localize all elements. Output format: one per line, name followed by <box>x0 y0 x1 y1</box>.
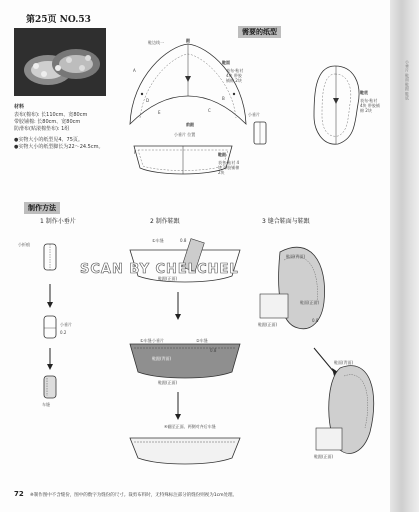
upper-heel-label: 跟 <box>186 38 190 43</box>
marker-a: A <box>133 68 136 73</box>
step-3-note-heel-front-2: 鞋跟(正面) <box>314 454 334 459</box>
marker-e: E <box>158 110 161 115</box>
heel-band-note: 表布·粘衬 4块 带胶铺棉 2块 <box>218 160 240 175</box>
step-2-note-seam-2: 0.8 <box>210 348 217 353</box>
marker-c: C <box>208 108 211 113</box>
step-2-note-heel-back: 鞋跟(背面) <box>152 356 172 361</box>
step-2-note-heel-front-1: 鞋跟(正面) <box>158 276 178 281</box>
upper-top-label: 鞋边线一 <box>148 40 164 45</box>
step-2-note-sew-1: ①车缝 <box>152 238 164 243</box>
step-3-illustrations <box>250 232 390 472</box>
page-header-label: 第25页 NO.53 <box>26 15 91 25</box>
step-1-title: 1 制作小垂片 <box>40 218 76 225</box>
step-1-note-fold: 小折痕 <box>18 242 30 247</box>
step-1-note-seam: 0.2 <box>60 330 67 335</box>
size-note-1: ●实物大小的纸型见4、75页。 <box>14 137 83 143</box>
marker-f: F <box>134 150 137 155</box>
upper-pattern-diagram <box>118 36 258 146</box>
step-2-note-sew-2: ②车缝 <box>196 338 208 343</box>
size-note-2: ●实物大小的纸型脚长为22～24.5cm。 <box>14 144 104 150</box>
materials-line-3: 防滑布(贴滚棉垫布): 1组 <box>14 126 70 132</box>
shoes-photo-illustration <box>14 28 106 96</box>
step-1-illustrations <box>30 236 80 416</box>
scan-watermark: SCAN BY CHELCHEL <box>80 262 239 277</box>
page-number: 72 <box>14 490 24 498</box>
product-photo <box>14 28 106 96</box>
materials-line-1: 表布(棉布): 长110cm、宽80cm <box>14 112 88 118</box>
materials-line-2: 带胶铺棉: 长80cm、宽80cm <box>14 119 81 125</box>
step-2-bottom-note: ④翻至正面、两侧对齐后车缝 <box>164 424 216 429</box>
heel-band-label: 鞋跟 <box>218 152 226 157</box>
upper-toe-label: 前跟 <box>186 122 194 127</box>
upper-note: 表布·粘衬 4块 带胶铺棉 2块 <box>226 68 244 83</box>
upper-label: 鞋面 <box>222 60 230 65</box>
patterns-section-title: 需要的纸型 <box>238 26 281 38</box>
step-2-note-sew-3: ①车缝 <box>140 338 152 343</box>
step-3-title: 3 缝合鞋面与鞋跟 <box>262 218 310 225</box>
step-2-note-small-piece: 小垂片 <box>152 338 164 343</box>
materials-title: 材料 <box>14 104 25 110</box>
step-3-note-upper-back-2: 鞋面(背面) <box>334 360 354 365</box>
marker-d: D <box>146 98 150 103</box>
step-1-note-piece: 小垂片 <box>60 322 72 327</box>
sole-label: 鞋底 <box>360 90 368 95</box>
footer-note: ※制作图中不含缝份，图中的数字为缝份的尺寸。裁剪布料时，无特殊标注部分的缝份则视为1cm处理。 <box>30 493 237 498</box>
sole-note: 表布·粘衬 4块 带胶铺棉 2块 <box>360 98 380 113</box>
step-1-note-sew: 车缝 <box>42 402 50 407</box>
step-2-note-heel-front-2: 鞋跟(正面) <box>158 380 178 385</box>
step-2-title: 2 制作鞋跟 <box>150 218 180 225</box>
step-3-note-upper-front: 鞋面(正面) <box>300 300 320 305</box>
step-2-note-seam-1: 0.8 <box>180 238 187 243</box>
small-piece-pattern <box>250 118 270 148</box>
step-3-note-heel-front-1: 鞋跟(正面) <box>258 322 278 327</box>
step-3-note-seam: 0.8 <box>312 318 319 323</box>
small-piece-position-label: 小垂片 位置 <box>174 132 196 137</box>
marker-b: B <box>222 96 225 101</box>
step-3-note-upper-back: 鞋面(背面) <box>286 254 306 259</box>
spine-text: 小垂片 鞋面 鞋跟 鞋底 <box>405 60 410 100</box>
small-piece-label: 小垂片 <box>248 112 260 117</box>
method-section-title: 制作方法 <box>24 202 60 214</box>
